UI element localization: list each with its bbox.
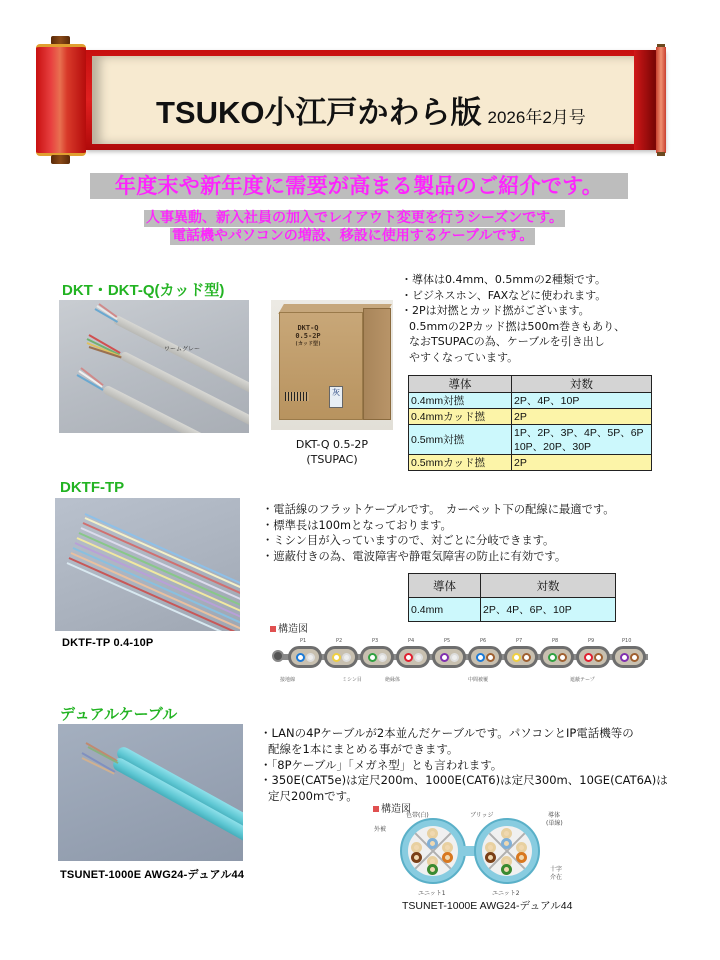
label-unit-1: ユニット1	[418, 890, 446, 897]
conductor	[450, 653, 459, 662]
dual-bullets	[260, 726, 668, 805]
box-caption	[271, 437, 393, 467]
conductor	[501, 864, 512, 875]
box-print-line: 0.5-2P	[295, 332, 321, 340]
box-print-line: DKT-Q	[297, 324, 319, 332]
header-pairs: 対数	[481, 574, 616, 598]
conductor	[594, 653, 603, 662]
label-jacket: 外被	[374, 826, 387, 833]
newsletter-name: TSUKO小江戸かわら版	[156, 95, 482, 130]
conductor	[548, 653, 557, 662]
conductor	[442, 852, 453, 863]
red-square-icon	[270, 626, 276, 632]
conductor	[411, 852, 422, 863]
cell-conductor: 0.4mm対撚	[409, 393, 512, 409]
conductor	[516, 852, 527, 863]
pair-p10	[612, 646, 646, 668]
header-conductor: 導体	[409, 376, 512, 393]
table-row	[409, 455, 652, 471]
bullet-line: ・標準長は100mとなっております。	[262, 518, 452, 532]
section-title-dual: デュアルケーブル	[60, 706, 178, 723]
cell-pairs-line: 10P、20P、30P	[514, 440, 592, 453]
unit-inner	[482, 826, 532, 876]
conductor	[584, 653, 593, 662]
dual-photo-caption: TSUNET-1000E AWG24-デュアル44	[60, 869, 245, 881]
pair-p6	[468, 646, 502, 668]
tsupac-box-photo	[271, 300, 393, 430]
dual-structure-diagram	[374, 810, 563, 897]
scroll-right-cap-bottom	[657, 152, 665, 156]
diagram-note: ミシン目	[342, 677, 362, 683]
pair-tag: P8	[552, 638, 559, 644]
cell-pairs: 2P、4P、10P	[512, 393, 652, 409]
dual-diagram-caption: TSUNET-1000E AWG24-デュアル44	[402, 900, 573, 912]
headline: 年度末や新年度に需要が高まる製品のご紹介です。	[90, 173, 628, 199]
diagram-note: 中間被覆	[468, 677, 489, 683]
conductor	[512, 653, 521, 662]
section-title-dkt: DKT・DKT-Q(カッド型)	[62, 282, 225, 299]
diagram-label-text: 構造図	[278, 624, 308, 635]
conductor	[620, 653, 629, 662]
pair-tag: P2	[336, 638, 343, 644]
bullet-line: ・導体は0.4mm、0.5mmの2種類です。	[401, 273, 606, 286]
dktf-spec-table	[408, 573, 616, 622]
box-caption-line: DKT-Q 0.5-2P	[295, 438, 369, 451]
box-caption-line: (TSUPAC)	[306, 453, 358, 466]
pair-tag: P5	[444, 638, 451, 644]
scroll-left-roll	[36, 44, 86, 156]
conductor	[368, 653, 377, 662]
conductor	[630, 653, 639, 662]
bullet-line: やすくなっています。	[409, 350, 519, 364]
box-print-line: (カッド型)	[295, 341, 321, 347]
label-unit-2: ユニット2	[492, 890, 520, 897]
diagram-label-text: 構造図	[381, 804, 411, 815]
bullet-line: ・ミシン目が入っていますので、対ごとに分岐できます。	[262, 534, 555, 547]
box-front	[279, 312, 363, 420]
bullet-line: 配線を1本にまとめる事ができます。	[268, 741, 459, 756]
conductor	[296, 653, 305, 662]
label-conductor-sub: (単線)	[546, 820, 563, 827]
bullet-line: ・「8Pケーブル」「メガネ型」とも言われます。	[260, 757, 503, 772]
cell-pairs: 2P	[512, 455, 652, 471]
dktf-structure-diagram	[280, 638, 648, 683]
conductor	[440, 653, 449, 662]
scroll-right-roll	[656, 47, 666, 153]
label-cross-sub: 介在	[550, 874, 563, 881]
cell-conductor: 0.4mm	[409, 598, 481, 622]
conductor	[427, 864, 438, 875]
header-conductor: 導体	[409, 574, 481, 598]
diagram-note: 接地線	[280, 677, 296, 683]
cell-conductor: 0.5mm対撚	[409, 425, 512, 455]
pair-tag: P3	[372, 638, 379, 644]
red-square-icon	[373, 806, 379, 812]
pair-p7	[504, 646, 538, 668]
color-label: ワームグレー	[164, 346, 201, 353]
scroll-left-cap-bottom	[51, 155, 70, 164]
bullet-line: 0.5mmの2Pカッド撚は500m巻きもあり、	[409, 319, 626, 333]
conductor	[427, 838, 438, 849]
title-scroll-banner	[36, 35, 676, 165]
dkt-bullets	[401, 272, 625, 365]
table-header-row	[409, 376, 652, 393]
cell-pairs: 2P	[512, 409, 652, 425]
pair-p9	[576, 646, 610, 668]
cell-pairs: 2P、4P、6P、10P	[481, 598, 616, 622]
pair-p3	[360, 646, 394, 668]
pair-tag: P4	[408, 638, 415, 644]
box-color-label: 灰	[329, 386, 343, 408]
box-side	[363, 308, 391, 420]
cable-strand	[119, 350, 249, 426]
conductor	[332, 653, 341, 662]
diagram-note: 絶縁体	[385, 677, 401, 683]
dkt-spec-table	[408, 375, 652, 471]
pair-p8	[540, 646, 574, 668]
label-cross: 十字	[550, 866, 563, 873]
bullet-line: ・350E(CAT5e)は定尺200m、1000E(CAT6)は定尺300m、10GE(CAT6A)は	[260, 773, 668, 788]
pair-tag: P6	[480, 638, 487, 644]
cell-conductor: 0.5mmカッド撚	[409, 455, 512, 471]
conductor	[414, 653, 423, 662]
table-row	[409, 409, 652, 425]
table-row	[409, 425, 652, 455]
pair-p4	[396, 646, 430, 668]
pair-p5	[432, 646, 466, 668]
table-row	[409, 393, 652, 409]
unit-1	[400, 818, 466, 884]
conductor	[558, 653, 567, 662]
bullet-line: ・ビジネスホン、FAXなどに使われます。	[401, 288, 607, 302]
pair-tag: P10	[622, 638, 632, 644]
bullet-line: ・遮蔽付きの為、電波障害や静電気障害の防止に有効です。	[262, 549, 567, 563]
issue-date: 2026年2月号	[487, 108, 586, 127]
diagram-note: 遮蔽テープ	[570, 677, 595, 683]
conductor	[501, 838, 512, 849]
lead-line-1: 人事異動、新入社員の加入でレイアウト変更を行うシーズンです。	[146, 210, 564, 226]
cell-pairs-line: 1P、2P、3P、4P、5P、6P	[514, 426, 644, 439]
conductor	[476, 653, 485, 662]
ground-wire	[272, 650, 284, 662]
box-print	[295, 324, 321, 348]
dkt-cable-photo	[59, 300, 249, 433]
dktf-diagram-label	[270, 620, 308, 635]
bullet-line: なおTSUPACの為、ケーブルを引き出し	[409, 335, 605, 348]
bullet-line: ・2Pは対撚とカッド撚がございます。	[401, 304, 590, 317]
conductor	[485, 852, 496, 863]
conductor	[404, 653, 413, 662]
unit-2	[474, 818, 540, 884]
pair-tag: P7	[516, 638, 523, 644]
dktf-flat-cable-photo	[55, 498, 240, 631]
conductor	[306, 653, 315, 662]
unit-inner	[408, 826, 458, 876]
cell-pairs	[512, 425, 652, 455]
dktf-bullets	[262, 502, 615, 564]
header-pairs: 対数	[512, 376, 652, 393]
pair-p2	[324, 646, 358, 668]
pair-p1	[288, 646, 322, 668]
newsletter-title	[156, 87, 586, 132]
bullet-line: ・LANの4Pケーブルが2本並んだケーブルです。パソコンとIP電話機等の	[260, 726, 634, 740]
pair-tag: P9	[588, 638, 595, 644]
conductor	[486, 653, 495, 662]
bullet-line: 定尺200mです。	[268, 789, 358, 804]
table-row	[409, 598, 616, 622]
section-title-dktf: DKTF-TP	[60, 479, 125, 496]
dktf-photo-caption: DKTF-TP 0.4-10P	[62, 637, 154, 649]
label-stripe: 色帯(白)	[406, 812, 429, 819]
bullet-line: ・電話線のフラットケーブルです。 カーペット下の配線に最適です。	[262, 503, 615, 516]
conductor	[342, 653, 351, 662]
pair-tag: P1	[300, 638, 307, 644]
conductor	[378, 653, 387, 662]
table-header-row	[409, 574, 616, 598]
label-conductor: 導体	[548, 812, 561, 819]
dual-cable-photo	[58, 724, 243, 861]
box-barcode	[285, 392, 309, 401]
cell-conductor: 0.4mmカッド撚	[409, 409, 512, 425]
conductor	[522, 653, 531, 662]
label-bridge: ブリッジ	[470, 812, 494, 819]
lead-line-2: 電話機やパソコンの増設、移設に使用するケーブルです。	[172, 228, 534, 244]
